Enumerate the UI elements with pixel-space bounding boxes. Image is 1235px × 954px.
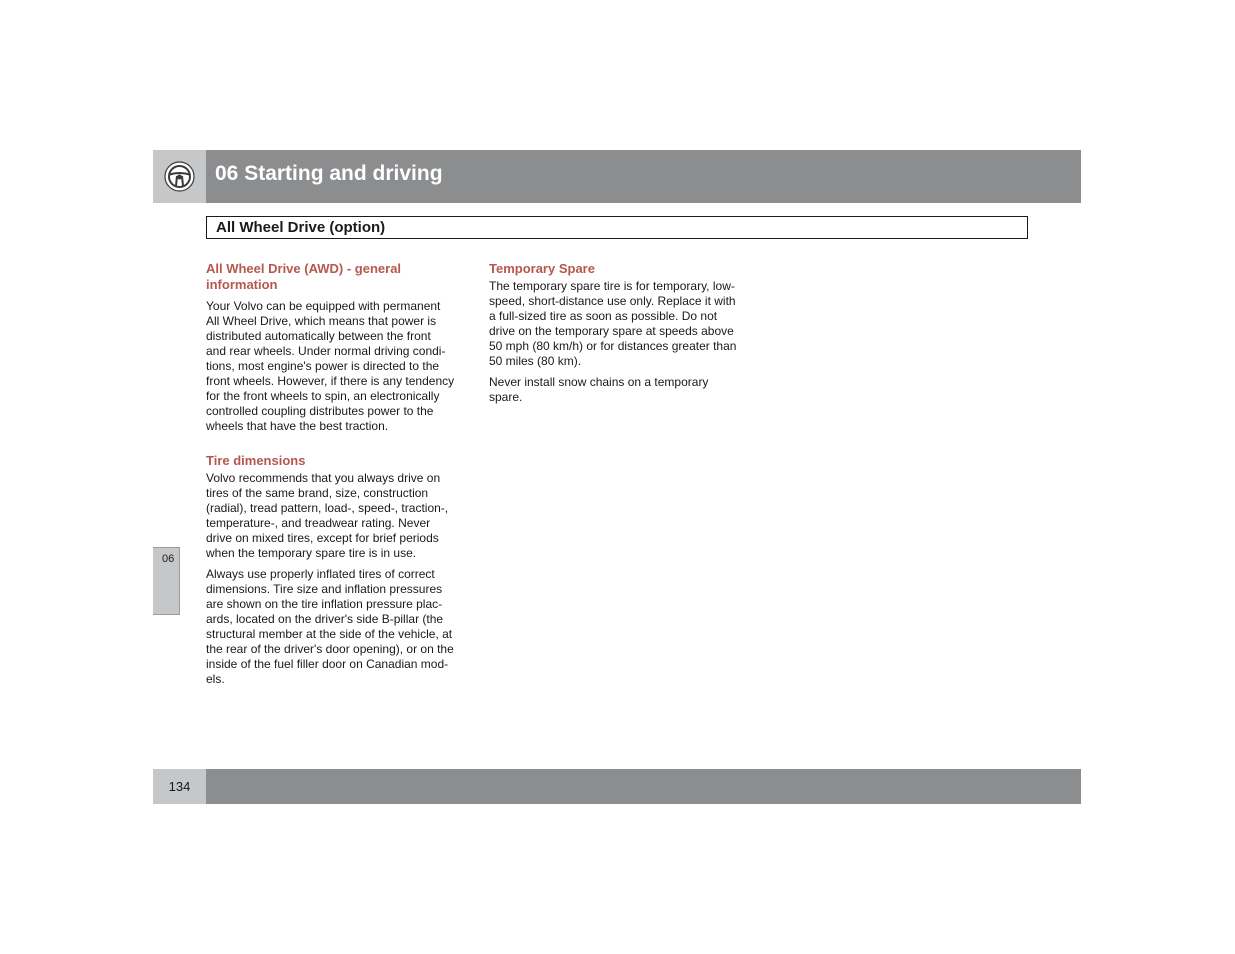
awd-heading: All Wheel Drive (AWD) - general information bbox=[206, 261, 402, 292]
page-number: 134 bbox=[168, 779, 191, 794]
text-column-left bbox=[206, 261, 468, 687]
awd-paragraph: Your Volvo can be equipped with permanent All Wheel Drive, which means that power is distributed automatically between the front and rear wheels. Under normal driving condi- tions, most engine's power is directed to the front wheels. However, if there is any tendency for the front wheels to spin, an electronically controlled coupling distributes power to the wheels that have the best traction. bbox=[206, 299, 455, 433]
section-title: All Wheel Drive (option) bbox=[216, 219, 386, 236]
tire-dimensions-paragraph-1: Volvo recommends that you always drive on tires of the same brand, size, construction (radial), tread pattern, load-, speed-, traction-, temperature-, and treadwear rating. Never drive on mixed tires, except for brief periods when the temporary spare tire is in use. bbox=[206, 471, 449, 560]
steering-wheel-icon bbox=[164, 161, 195, 192]
text-column-middle bbox=[489, 261, 751, 405]
temporary-spare-heading: Temporary Spare bbox=[489, 261, 595, 276]
tire-dimensions-block bbox=[206, 453, 468, 687]
side-tab-label: 06 bbox=[162, 553, 175, 565]
chapter-side-tab bbox=[153, 547, 180, 615]
temporary-spare-block bbox=[489, 261, 751, 405]
page-number-box bbox=[153, 769, 206, 804]
section-title-box bbox=[206, 216, 1028, 239]
chapter-title: 06 Starting and driving bbox=[215, 162, 443, 185]
awd-info-block bbox=[206, 261, 468, 434]
footer-bar bbox=[153, 769, 1081, 804]
chapter-icon-box bbox=[153, 150, 206, 203]
tire-dimensions-paragraph-2: Always use properly inflated tires of correct dimensions. Tire size and inflation pressures are shown on the tire inflation pressure plac- ards, located on the driver's side B-pillar (the structural member at the side of the vehicle, at the rear of the driver's door opening), or on the inside of the fuel filler door on Canadian mod- els. bbox=[206, 567, 454, 686]
temporary-spare-paragraph-1: The temporary spare tire is for temporary, low- speed, short-distance use only. Replace it with a full-sized tire as soon as possible. Do not drive on the temporary spare at speeds above 50 mph (80 km/h) or for distances greater than 50 miles (80 km). bbox=[489, 279, 737, 368]
tire-dimensions-heading: Tire dimensions bbox=[206, 453, 306, 468]
temporary-spare-paragraph-2: Never install snow chains on a temporary spare. bbox=[489, 375, 709, 404]
